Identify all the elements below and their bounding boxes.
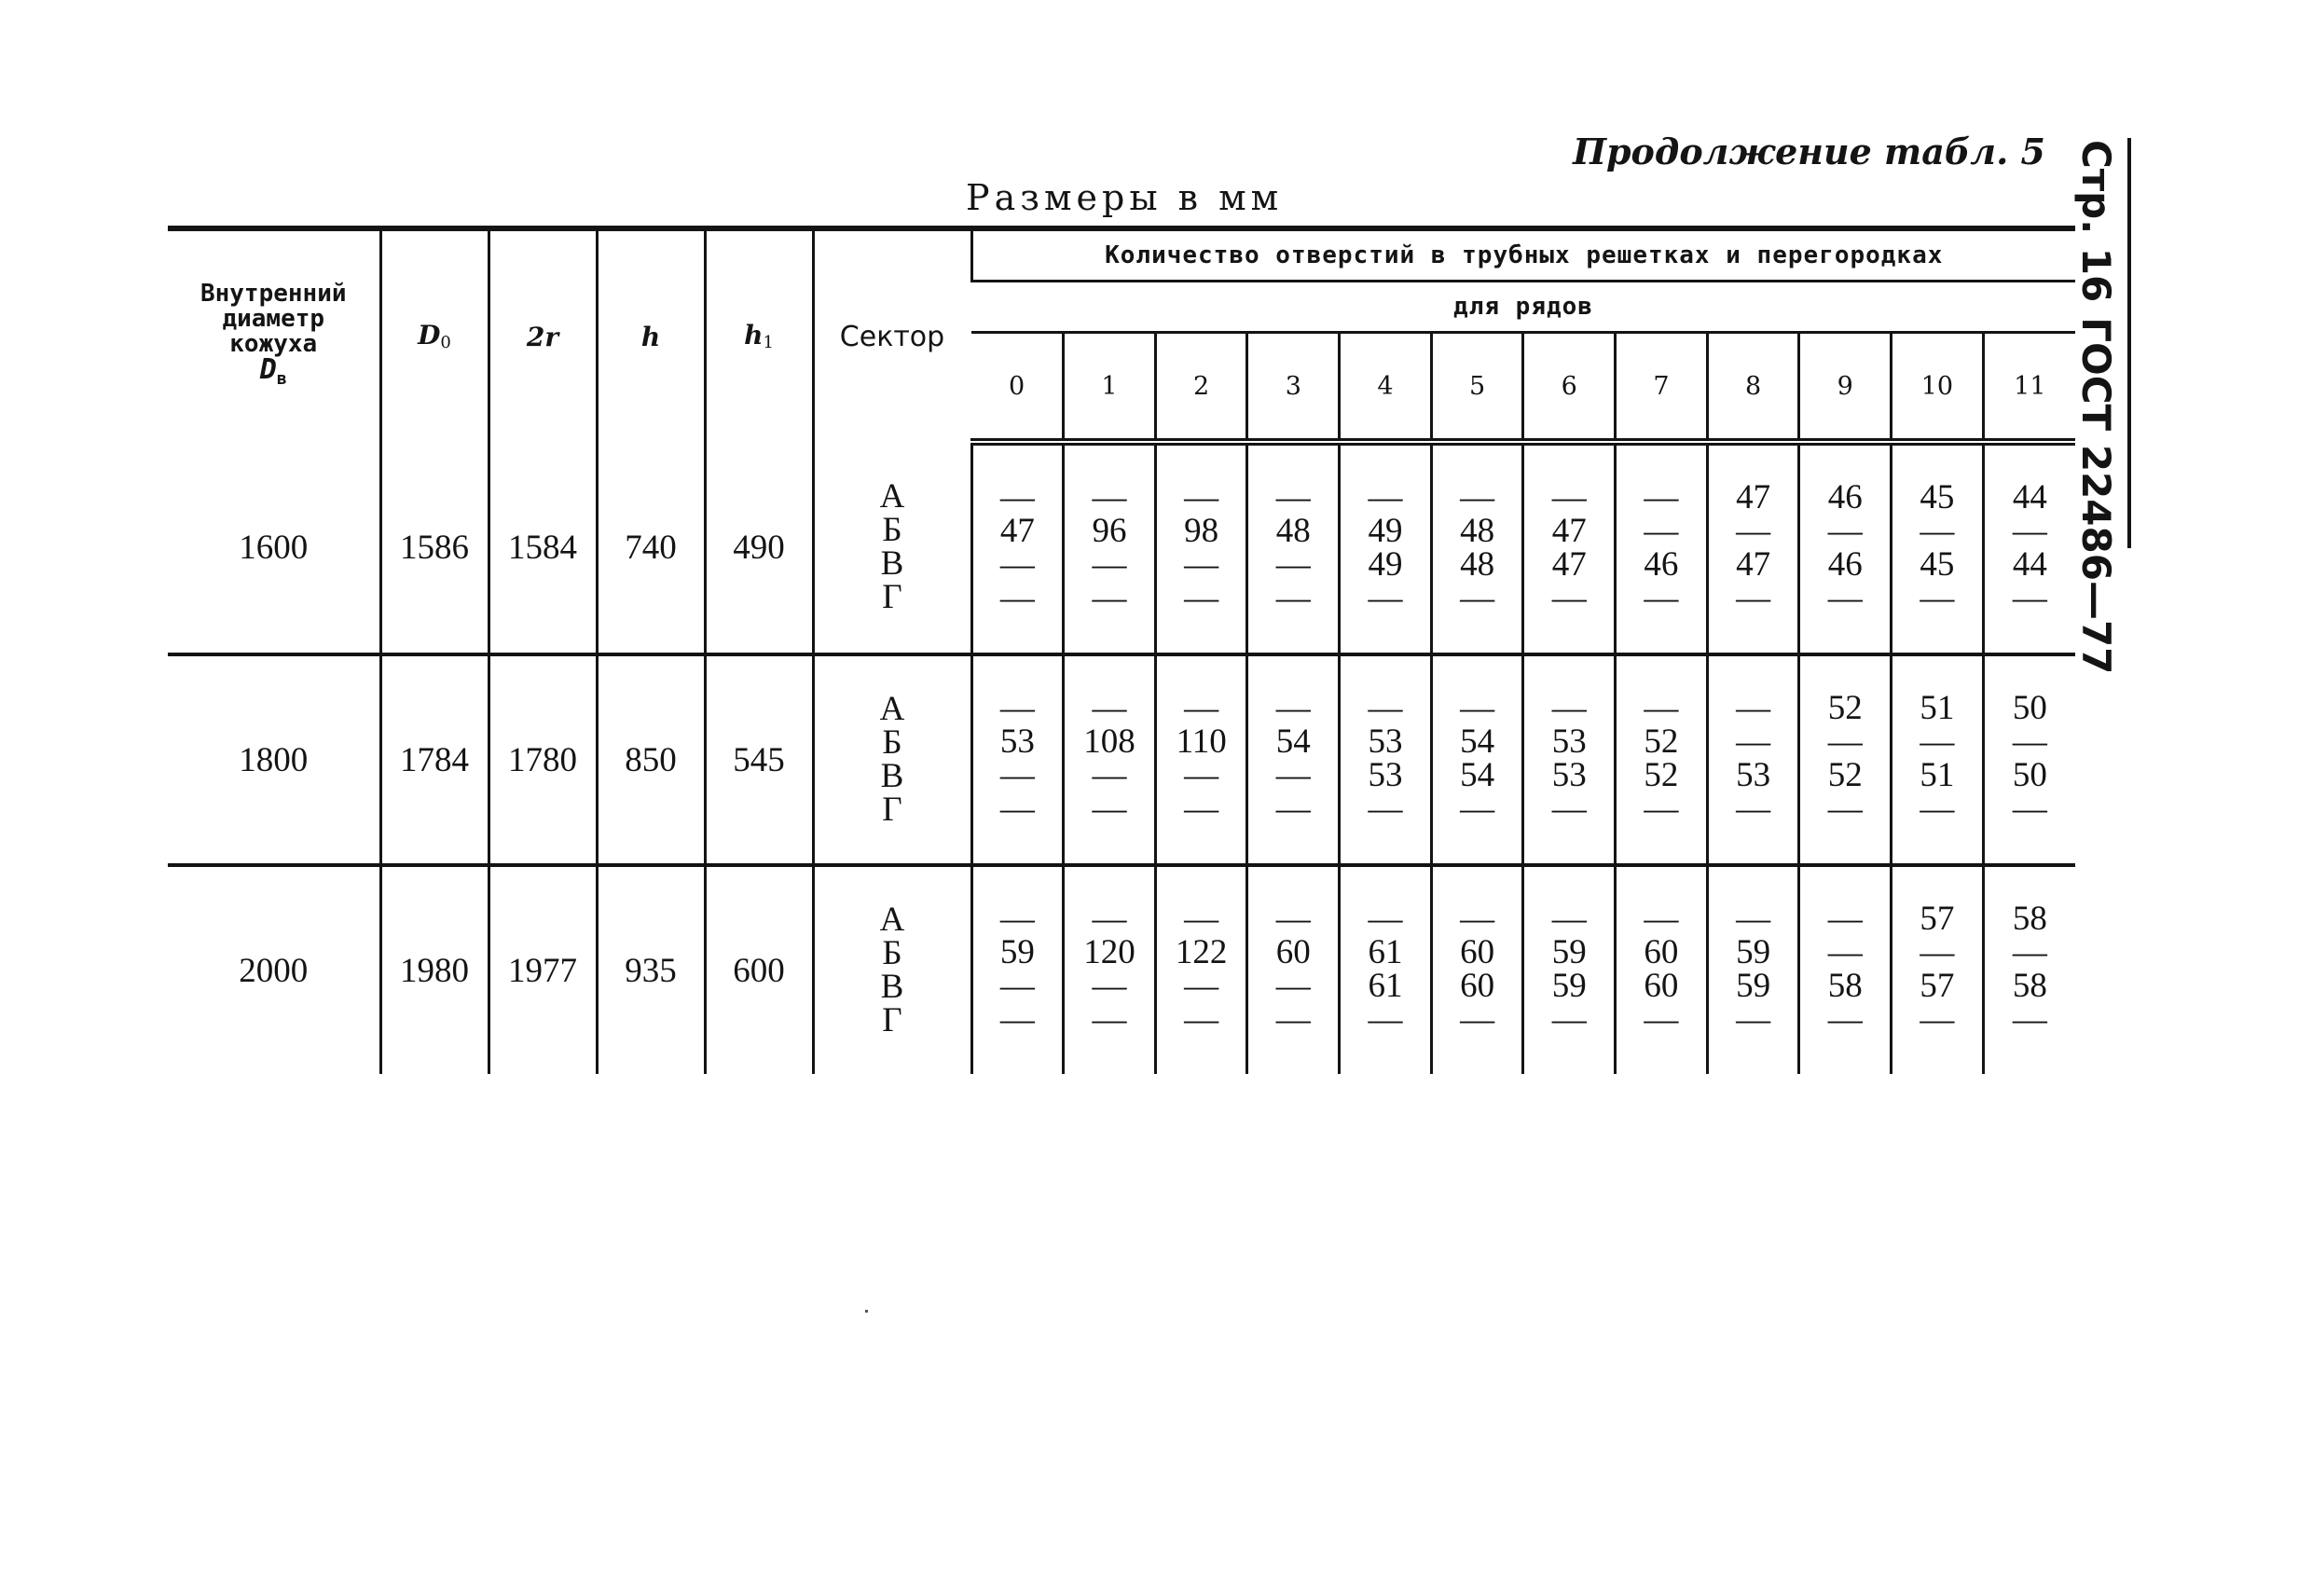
hole-count-value: 57	[1920, 899, 1955, 938]
sector-letter: А	[879, 690, 905, 728]
hole-count-value: —	[1736, 578, 1771, 617]
hole-count-value: —	[1092, 544, 1127, 584]
hole-count-value: —	[1275, 755, 1311, 794]
hole-count-cell	[1155, 442, 1247, 654]
hole-count-value: 52	[1644, 722, 1679, 761]
col-header-for-rows: для рядов	[971, 282, 2075, 333]
hole-count-cell	[1340, 865, 1432, 1074]
hole-count-cell	[1523, 654, 1616, 865]
d0-cell: 1784	[380, 654, 489, 865]
row-number-header: 3	[1247, 333, 1340, 443]
hole-count-value: 46	[1827, 477, 1863, 516]
hole-count-cell	[1983, 865, 2075, 1074]
hole-count-value: —	[2012, 578, 2047, 617]
col-header-d0: $D_0$	[380, 228, 489, 442]
hole-count-cell	[1247, 442, 1340, 654]
hole-count-value: —	[1092, 999, 1127, 1039]
hole-count-cell	[1892, 865, 1984, 1074]
hole-count-value: —	[1827, 899, 1863, 938]
hole-count-value: —	[1460, 688, 1495, 727]
scan-speck	[865, 1310, 868, 1313]
sector-letter: В	[880, 544, 904, 583]
col-header-h: h	[597, 228, 705, 442]
hole-count-value: 49	[1368, 511, 1403, 550]
hole-count-value: —	[1551, 578, 1587, 617]
row-number-header: 9	[1799, 333, 1892, 443]
hole-count-cell	[971, 442, 1064, 654]
row-number-header: 5	[1431, 333, 1523, 443]
hole-count-value: 58	[2012, 966, 2047, 1005]
hole-count-value: —	[1275, 544, 1311, 584]
standard-number: ГОСТ 22486—77	[2073, 317, 2119, 675]
hole-count-value: 47	[1551, 511, 1587, 550]
hole-count-value: 52	[1827, 755, 1863, 794]
hole-count-value: —	[1184, 477, 1219, 516]
hole-count-value: —	[1368, 477, 1403, 516]
table-row	[168, 865, 2075, 1074]
hole-count-value: —	[1368, 999, 1403, 1039]
hole-count-value: 122	[1175, 932, 1228, 971]
two-r-cell: 1780	[489, 654, 597, 865]
hole-count-cell	[1064, 865, 1156, 1074]
hole-count-cell	[1523, 442, 1616, 654]
hole-count-value: 44	[2012, 477, 2047, 516]
hole-count-value: —	[2012, 932, 2047, 971]
hole-count-value: 48	[1275, 511, 1311, 550]
hole-count-value: —	[1092, 789, 1127, 828]
hole-count-cell	[1983, 654, 2075, 865]
hole-count-value: —	[1275, 966, 1311, 1005]
hole-count-cell	[1892, 654, 1984, 865]
hole-count-value: 58	[1827, 966, 1863, 1005]
inner-diameter-cell: 1800	[168, 654, 380, 865]
hole-count-cell	[1155, 865, 1247, 1074]
hole-count-value: —	[1092, 477, 1127, 516]
hole-count-value: —	[1184, 966, 1219, 1005]
col-header-diameter: Внутренний диаметр кожуха $D_в$	[168, 228, 380, 442]
hole-count-value: —	[999, 688, 1035, 727]
sector-letter: Г	[882, 791, 902, 829]
hole-count-value: 53	[1551, 755, 1587, 794]
hole-count-value: —	[1644, 899, 1679, 938]
hole-count-value: 96	[1092, 511, 1127, 550]
page-header-vertical	[2073, 140, 2119, 674]
hole-count-value: —	[1920, 578, 1955, 617]
hole-count-value: 48	[1460, 511, 1495, 550]
hole-count-value: 58	[2012, 899, 2047, 938]
h1-cell: 545	[705, 654, 813, 865]
row-number-header: 11	[1983, 333, 2075, 443]
hole-count-value: —	[1368, 688, 1403, 727]
hole-count-value: 59	[999, 932, 1035, 971]
hole-count-value: 60	[1644, 966, 1679, 1005]
h1-cell: 490	[705, 442, 813, 654]
hole-count-cell	[1431, 865, 1523, 1074]
hole-count-cell	[971, 654, 1064, 865]
hole-count-value: —	[1184, 544, 1219, 584]
sector-letter: Б	[882, 934, 902, 972]
hole-count-cell	[971, 865, 1064, 1074]
hole-count-value: —	[1827, 932, 1863, 971]
sector-letter: В	[880, 757, 904, 795]
hole-count-value: —	[1551, 789, 1587, 828]
hole-count-value: —	[1092, 688, 1127, 727]
hole-count-value: —	[1736, 899, 1771, 938]
dimensions-table	[168, 226, 2075, 1074]
hole-count-value: 47	[1736, 544, 1771, 584]
hole-count-value: —	[1368, 578, 1403, 617]
hole-count-value: 52	[1644, 755, 1679, 794]
sector-letter: Г	[882, 1001, 902, 1039]
hole-count-cell	[1616, 654, 1708, 865]
hole-count-value: —	[999, 999, 1035, 1039]
hole-count-value: —	[1644, 477, 1679, 516]
hole-count-cell	[1064, 442, 1156, 654]
hole-count-value: 51	[1920, 688, 1955, 727]
sector-cell	[813, 654, 971, 865]
row-number-header: 7	[1616, 333, 1708, 443]
hole-count-value: —	[1460, 789, 1495, 828]
hole-count-value: —	[999, 477, 1035, 516]
hole-count-value: 47	[1736, 477, 1771, 516]
hole-count-value: 54	[1275, 722, 1311, 761]
sector-letter: Б	[882, 511, 902, 549]
hole-count-cell	[1983, 442, 2075, 654]
hole-count-value: —	[1827, 999, 1863, 1039]
hole-count-value: 44	[2012, 544, 2047, 584]
hole-count-value: —	[1184, 789, 1219, 828]
hole-count-cell	[1064, 654, 1156, 865]
d0-cell: 1586	[380, 442, 489, 654]
hole-count-value: —	[1644, 999, 1679, 1039]
hole-count-value: —	[1920, 722, 1955, 761]
hole-count-value: 61	[1368, 932, 1403, 971]
hole-count-value: —	[1736, 789, 1771, 828]
hole-count-value: —	[1092, 899, 1127, 938]
h1-cell: 600	[705, 865, 813, 1074]
hole-count-value: —	[1920, 789, 1955, 828]
table-row	[168, 654, 2075, 865]
hole-count-value: —	[1920, 999, 1955, 1039]
hole-count-value: —	[1644, 789, 1679, 828]
col-header-sector: Сектор	[813, 228, 971, 442]
hole-count-value: 51	[1920, 755, 1955, 794]
hole-count-cell	[1707, 865, 1799, 1074]
hole-count-value: 50	[2012, 688, 2047, 727]
hole-count-value: —	[1092, 966, 1127, 1005]
page-number: Стр. 16	[2073, 140, 2119, 303]
hole-count-cell	[1707, 654, 1799, 865]
hole-count-value: —	[999, 544, 1035, 584]
hole-count-value: 53	[1736, 755, 1771, 794]
sector-cell	[813, 442, 971, 654]
hole-count-cell	[1707, 442, 1799, 654]
hole-count-value: 47	[999, 511, 1035, 550]
hole-count-cell	[1799, 654, 1892, 865]
hole-count-value: —	[1460, 578, 1495, 617]
row-number-header: 4	[1340, 333, 1432, 443]
h-cell: 935	[597, 865, 705, 1074]
sector-cell	[813, 865, 971, 1074]
hole-count-value: 49	[1368, 544, 1403, 584]
col-header-holes-count: Количество отверстий в трубных решетках и перегородках	[971, 228, 2075, 282]
hole-count-value: 46	[1827, 544, 1863, 584]
hole-count-value: 53	[999, 722, 1035, 761]
sector-letter: А	[879, 901, 905, 939]
hole-count-value: 61	[1368, 966, 1403, 1005]
hole-count-value: —	[999, 578, 1035, 617]
hole-count-value: 50	[2012, 755, 2047, 794]
hole-count-value: —	[1644, 578, 1679, 617]
hole-count-value: —	[1736, 511, 1771, 550]
hole-count-cell	[1616, 865, 1708, 1074]
hole-count-value: 47	[1551, 544, 1587, 584]
hole-count-value: —	[999, 789, 1035, 828]
hole-count-value: 60	[1644, 932, 1679, 971]
hole-count-value: 59	[1736, 932, 1771, 971]
d0-cell: 1980	[380, 865, 489, 1074]
hole-count-value: —	[999, 755, 1035, 794]
hole-count-value: 53	[1551, 722, 1587, 761]
hole-count-value: 53	[1368, 722, 1403, 761]
hole-count-value: —	[1092, 578, 1127, 617]
side-rule	[2127, 138, 2131, 548]
h-cell: 850	[597, 654, 705, 865]
sector-letter: В	[880, 968, 904, 1006]
hole-count-cell	[1431, 654, 1523, 865]
two-r-cell: 1977	[489, 865, 597, 1074]
hole-count-cell	[1340, 442, 1432, 654]
hole-count-cell	[1616, 442, 1708, 654]
hole-count-value: —	[1460, 999, 1495, 1039]
hole-count-value: 60	[1275, 932, 1311, 971]
sector-letter: А	[879, 477, 905, 516]
col-header-2r: 2r	[489, 228, 597, 442]
hole-count-value: 52	[1827, 688, 1863, 727]
hole-count-value: —	[1920, 511, 1955, 550]
hole-count-value: 59	[1551, 932, 1587, 971]
hole-count-value: —	[1184, 688, 1219, 727]
h-cell: 740	[597, 442, 705, 654]
hole-count-value: —	[1827, 511, 1863, 550]
hole-count-value: 98	[1184, 511, 1219, 550]
hole-count-value: 54	[1460, 722, 1495, 761]
hole-count-value: —	[1460, 477, 1495, 516]
table-continuation-label: Продолжение табл. 5	[1573, 131, 2045, 172]
hole-count-cell	[1799, 442, 1892, 654]
hole-count-value: —	[1275, 578, 1311, 617]
hole-count-value: —	[1275, 999, 1311, 1039]
hole-count-cell	[1892, 442, 1984, 654]
hole-count-value: 45	[1920, 477, 1955, 516]
hole-count-value: —	[1275, 899, 1311, 938]
hole-count-value: —	[1460, 899, 1495, 938]
hole-count-value: —	[1184, 899, 1219, 938]
row-number-header: 8	[1707, 333, 1799, 443]
hole-count-value: 46	[1644, 544, 1679, 584]
hole-count-value: —	[1736, 688, 1771, 727]
hole-count-value: —	[2012, 511, 2047, 550]
row-number-header: 0	[971, 333, 1064, 443]
hole-count-value: —	[1827, 578, 1863, 617]
col-header-h1: $h_1$	[705, 228, 813, 442]
hole-count-value: 60	[1460, 932, 1495, 971]
hole-count-value: —	[1920, 932, 1955, 971]
hole-count-value: —	[1275, 688, 1311, 727]
hole-count-value: —	[1644, 511, 1679, 550]
hole-count-value: 59	[1551, 966, 1587, 1005]
hole-count-cell	[1799, 865, 1892, 1074]
hole-count-cell	[1247, 654, 1340, 865]
hole-count-value: 53	[1368, 755, 1403, 794]
hole-count-value: —	[2012, 789, 2047, 828]
hole-count-cell	[1523, 865, 1616, 1074]
hole-count-value: —	[1275, 477, 1311, 516]
hole-count-value: —	[1184, 755, 1219, 794]
hole-count-value: 108	[1083, 722, 1135, 761]
hole-count-value: 45	[1920, 544, 1955, 584]
hole-count-value: 54	[1460, 755, 1495, 794]
inner-diameter-cell: 2000	[168, 865, 380, 1074]
hole-count-value: 59	[1736, 966, 1771, 1005]
row-number-header: 6	[1523, 333, 1616, 443]
hole-count-value: 120	[1083, 932, 1135, 971]
hole-count-value: —	[1736, 999, 1771, 1039]
hole-count-cell	[1431, 442, 1523, 654]
hole-count-value: —	[1184, 578, 1219, 617]
units-caption: Размеры в мм	[966, 177, 1284, 218]
hole-count-value: 110	[1176, 722, 1227, 761]
hole-count-value: —	[1551, 477, 1587, 516]
hole-count-value: —	[1092, 755, 1127, 794]
hole-count-cell	[1247, 865, 1340, 1074]
hole-count-value: —	[1551, 899, 1587, 938]
hole-count-value: 57	[1920, 966, 1955, 1005]
hole-count-value: —	[1275, 789, 1311, 828]
hole-count-value: —	[1184, 999, 1219, 1039]
hole-count-value: —	[1827, 789, 1863, 828]
row-number-header: 10	[1892, 333, 1984, 443]
hole-count-value: 48	[1460, 544, 1495, 584]
hole-count-value: —	[1368, 899, 1403, 938]
hole-count-value: —	[1368, 789, 1403, 828]
hole-count-value: —	[2012, 722, 2047, 761]
hole-count-value: —	[2012, 999, 2047, 1039]
hole-count-value: —	[1551, 688, 1587, 727]
hole-count-value: —	[1827, 722, 1863, 761]
hole-count-value: —	[1736, 722, 1771, 761]
hole-count-value: —	[999, 966, 1035, 1005]
hole-count-value: 60	[1460, 966, 1495, 1005]
two-r-cell: 1584	[489, 442, 597, 654]
hole-count-cell	[1155, 654, 1247, 865]
sector-letter: Б	[882, 723, 902, 762]
table-row	[168, 442, 2075, 654]
row-number-header: 2	[1155, 333, 1247, 443]
hole-count-value: —	[999, 899, 1035, 938]
hole-count-value: —	[1644, 688, 1679, 727]
hole-count-value: —	[1551, 999, 1587, 1039]
row-number-header: 1	[1064, 333, 1156, 443]
sector-letter: Г	[882, 578, 902, 616]
hole-count-cell	[1340, 654, 1432, 865]
inner-diameter-cell: 1600	[239, 528, 309, 567]
